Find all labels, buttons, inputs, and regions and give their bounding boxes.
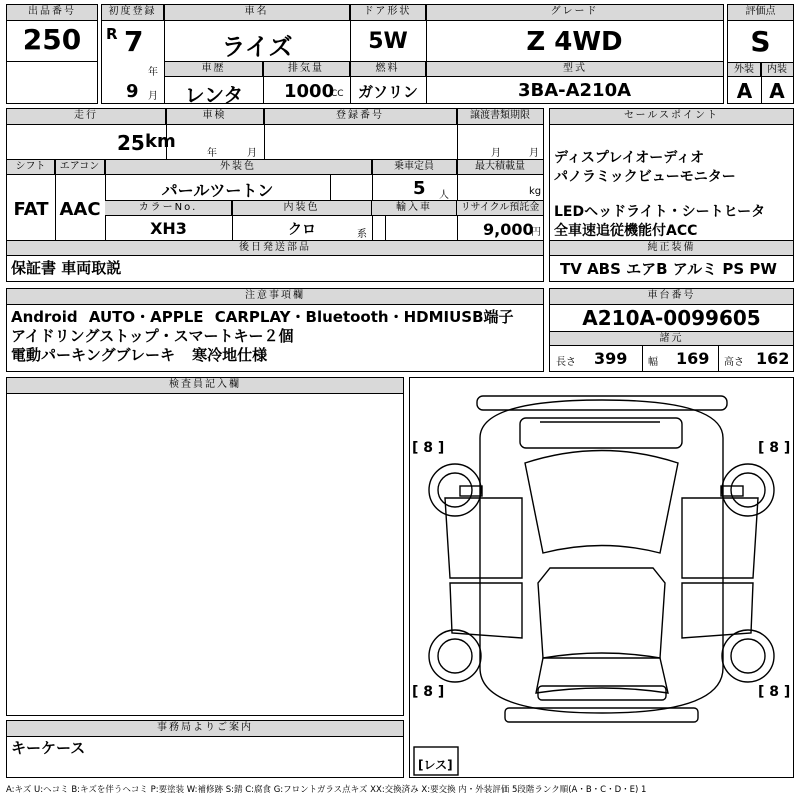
car-body-diagram [410,378,793,777]
office-note: キーケース [11,739,86,757]
int-color: クロ [288,222,316,238]
chassis-header: 車台番号 [550,289,793,305]
score: S [750,25,771,58]
lot-divider [7,61,97,62]
sales-point-box [549,108,794,282]
sales-point-header: セールスポイント [550,109,793,125]
tire-rr-depth: [ 8 ] [758,684,791,700]
note-line: アイドリングストップ・スマートキー２個 [11,327,294,345]
first-reg-month: 9 [126,81,139,102]
interior-score: A [769,79,785,103]
ext-color: パールツートン [161,181,274,200]
capacity: 5 [413,178,426,199]
width: 169 [676,349,710,368]
inspection-header: 車検 [166,109,264,125]
equipment: TV ABS エアB アルミ PS PW [560,260,777,278]
length: 399 [594,349,628,368]
lot-number: 250 [22,23,82,56]
d-div-7b [330,175,331,200]
d-div-9 [385,216,386,240]
aircon-header: エアコン [55,160,105,175]
fuel: ガソリン [357,83,418,101]
month-unit: 月 [148,91,158,102]
mileage-header: 走行 [7,109,166,125]
sales-point-item [554,187,765,203]
color-no-header: カラーNo. [105,201,232,216]
grade: Z 4WD [526,27,623,57]
model-code-header: 型式 [427,62,723,77]
spec-div-1 [642,346,643,371]
km-unit: km [145,131,176,152]
int-color-header: 内装色 [232,201,372,216]
car-history: レンタ [184,83,244,107]
sales-point-item: 全車速追従機能付ACC [554,223,698,239]
insp-year-unit: 年 [207,148,217,159]
max-load-header: 最大積載量 [457,160,543,175]
col-divider-4 [263,62,264,103]
insp-month-unit: 月 [247,148,257,159]
later-parts-header: 後日発送部品 [7,241,543,256]
width-label: 幅 [648,357,658,368]
kei-unit: 系 [357,229,367,240]
door-type: 5W [368,29,408,54]
displacement: 1000 [284,81,335,102]
car-name-header: 車名 [164,5,350,21]
first-reg-header: 初度登録 [102,5,164,21]
d-div-3 [457,109,458,159]
yen-unit: 円 [531,227,541,238]
inspector-box [6,377,404,716]
details-box [6,108,544,282]
spec-div-2 [718,346,719,371]
tire-rl-depth: [ 8 ] [412,684,445,700]
later-parts: 保証書 車両取説 [11,259,122,277]
tire-fr-depth: [ 8 ] [758,440,791,456]
sales-points-list [554,149,765,241]
recycle-fee: 9,000 [483,220,534,239]
model-code: 3BA-A210A [517,80,632,101]
color-no: XH3 [150,219,187,238]
aircon: AAC [59,199,101,220]
office-header: 事務局よりご案内 [7,721,403,737]
exterior-header: 外装 [728,62,761,77]
cc-unit: CC [331,89,344,99]
transfer-month-unit: 月 [491,148,501,159]
notes-header: 注意事項欄 [7,289,543,305]
score-header: 評価点 [728,5,793,21]
lot-number-header: 出品番号 [7,5,97,21]
mileage: 25 [117,131,145,155]
length-label: 長さ [556,357,576,368]
fuel-header: 燃料 [350,62,426,77]
transfer-doc-header: 譲渡書類期限 [457,109,543,125]
chassis-box [549,288,794,372]
displacement-header: 排気量 [263,62,350,77]
tire-fl-depth: [ 8 ] [412,440,445,456]
car-name: ライズ [221,33,293,61]
lot-number-box [6,4,98,104]
note-line: 電動パーキングブレーキ 寒冷地仕様 [11,346,268,364]
note-line: Android AUTO・APPLE CARPLAY・Bluetooth・HDMIUSB端子 [11,308,514,326]
history-header: 車歴 [165,62,263,77]
damage-legend: A:キズ U:ヘコミ B:キズを伴うヘコミ P:要塗装 W:補修跡 S:錆 C:腐食 G:フロントガラス点キズ XX:交換済み X:要交換 内・外装評価 5段階ランク順(A・B・C・D・E) 1 [6,785,647,795]
height: 162 [756,349,790,368]
shift-header: シフト [7,160,55,175]
exterior-score: A [736,79,753,103]
reg-no-header: 登録番号 [264,109,457,125]
era-label: R [106,25,118,43]
door-header: ドア形状 [350,5,426,21]
sales-point-item: ディスプレイオーディオ [554,150,705,166]
ext-color-header: 外装色 [105,160,372,175]
specs-header: 諸元 [550,331,793,346]
chassis-no: A210A-0099605 [582,306,761,330]
kg-unit: kg [529,186,542,197]
vehicle-info-box [101,4,724,107]
sales-point-item: LEDヘッドライト・シートヒータ [554,204,766,220]
notes-box [6,288,544,372]
year-unit: 年 [148,67,158,78]
inspector-header: 検査員記入欄 [7,378,403,394]
import-header: 輸入車 [372,201,457,216]
d-div-2 [264,109,265,159]
sales-point-item: パノラミックビューモニター [554,169,736,185]
spare-tire: [レス] [418,758,453,772]
office-box [6,720,404,778]
person-unit: 人 [439,190,449,201]
score-box [727,4,794,104]
shift: FAT [13,199,49,220]
recycle-header: リサイクル預託金 [457,201,543,216]
interior-header: 内装 [761,62,793,77]
height-label: 高さ [724,357,744,368]
car-diagram-box [409,377,794,778]
grade-header: グレード [426,5,723,21]
capacity-header: 乗車定員 [372,160,457,175]
equipment-header: 純正装備 [550,241,793,256]
notes-lines [11,308,514,365]
transfer-day-unit: 月 [529,148,539,159]
first-reg-year: 7 [124,25,144,58]
